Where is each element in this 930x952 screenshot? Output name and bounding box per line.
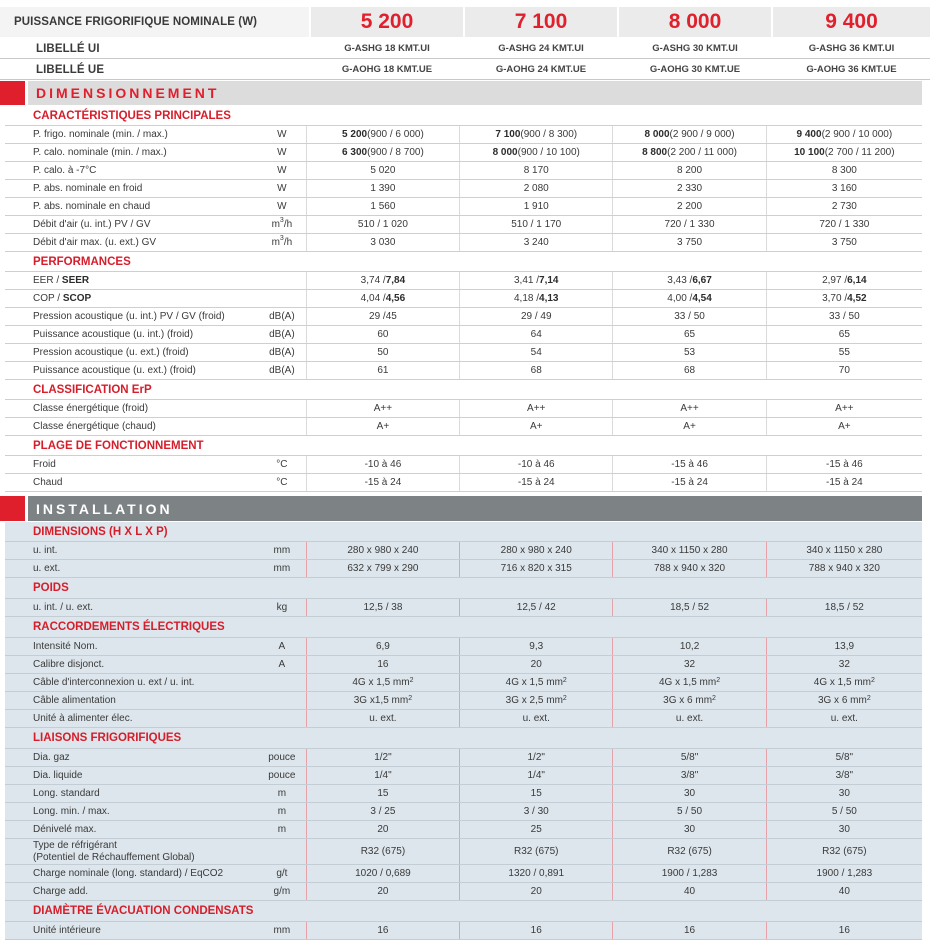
row-unit: g/t [276,868,288,879]
row-label: Unité intérieure [33,924,101,936]
power-value: 9 400 [771,7,930,37]
cell-value: -15 à 46 [612,456,765,473]
cell-value: 55 [766,344,922,361]
row-unit: $m^3/h$ [271,235,293,248]
table-row [5,656,922,674]
category-row [5,578,922,599]
row-unit: kg [276,602,288,613]
row-unit: W [277,147,287,158]
cell-value: 1/4" [306,767,459,784]
cell-value: -15 à 46 [766,456,922,473]
row-unit: mm [273,545,291,556]
row-label: P. abs. nominale en chaud [33,200,151,212]
table-row [5,839,922,865]
cell-value: 8 000 (900 / 10 100) [459,144,612,161]
row-unit: pouce [268,752,296,763]
row-label: Dia. liquide [33,769,83,781]
cell-value: 25 [459,821,612,838]
row-label: u. int. / u. ext. [33,601,94,613]
category-title: DIAMÈTRE ÉVACUATION CONDENSATS [33,905,254,917]
category-row [5,380,922,400]
cell-value: 20 [306,821,459,838]
cell-value: 32 [766,656,922,673]
row-unit: dB(A) [269,329,295,340]
cell-value: 18,5 / 52 [612,599,765,616]
cell-value: A++ [459,400,612,417]
row-unit: W [277,129,287,140]
cell-value: 12,5 / 42 [459,599,612,616]
row-label: u. int. [33,544,58,556]
cell-value: 4G x 1,5 mm $^2$ [766,674,922,691]
cell-value: -15 à 24 [612,474,765,491]
power-header-row [0,7,930,37]
section-marker [0,496,25,521]
table-row [5,785,922,803]
cell-value: 16 [766,922,922,939]
cell-value: 10,2 [612,638,765,655]
table-row [5,180,922,198]
category-title: DIMENSIONS (H X L X P) [33,525,168,538]
ue-model: G-AOHG 36 KMT.UE [771,60,930,79]
row-unit: m [277,806,287,817]
cell-value: R32 (675) [766,839,922,864]
power-value: 8 000 [617,7,771,37]
cell-value: 29 / 49 [459,308,612,325]
cell-value: 1900 / 1,283 [612,865,765,882]
row-label: Calibre disjonct. [33,658,105,670]
cell-value: A+ [459,418,612,435]
table-row [5,456,922,474]
row-unit: m [277,824,287,835]
power-value: 5 200 [309,7,463,37]
section-marker [0,81,25,105]
cell-value: 65 [612,326,765,343]
power-value: 7 100 [463,7,617,37]
cell-value: 2 200 [612,198,765,215]
cell-value: 4G x 1,5 mm $^2$ [612,674,765,691]
table-row [5,821,922,839]
cell-value: 3 750 [766,234,922,251]
section-title: INSTALLATION [28,496,922,521]
ui-model: G-ASHG 30 KMT.UI [617,39,771,58]
cell-value: 3 750 [612,234,765,251]
cell-value: 1 390 [306,180,459,197]
cell-value: -15 à 24 [459,474,612,491]
category-row [5,522,922,542]
cell-value: 4,18 / 4,13 [459,290,612,307]
section-title: DIMENSIONNEMENT [28,81,922,105]
table-row [5,803,922,821]
cell-value: 9 400 (2 900 / 10 000) [766,126,922,143]
cell-value: 5 200 (900 / 6 000) [306,126,459,143]
row-label: Charge nominale (long. standard) / EqCO2 [33,867,224,879]
cell-value: 716 x 820 x 315 [459,560,612,577]
cell-value: 3G x1,5 mm $^2$ [306,692,459,709]
row-unit: °C [276,477,288,488]
cell-value: u. ext. [459,710,612,727]
row-unit: °C [276,459,288,470]
cell-value: 30 [766,821,922,838]
section-installation [0,496,922,521]
cell-value: 340 x 1150 x 280 [766,542,922,559]
table-row [5,126,922,144]
cell-value: 2 080 [459,180,612,197]
cell-value: 5/8" [766,749,922,766]
cell-value: 1/2" [306,749,459,766]
table-row [5,234,922,252]
cell-value: 8 300 [766,162,922,179]
cell-value: 3 / 25 [306,803,459,820]
row-label: Unité à alimenter élec. [33,712,133,724]
cell-value: 3 / 30 [459,803,612,820]
row-label: EER / SEER [33,274,90,286]
cell-value: 68 [612,362,765,379]
cell-value: A++ [306,400,459,417]
table-row [5,767,922,785]
ue-model: G-AOHG 18 KMT.UE [309,60,463,79]
ue-model-row [0,60,930,80]
cell-value: 788 x 940 x 320 [612,560,765,577]
row-label: Débit d'air (u. int.) PV / GV [33,218,151,230]
cell-value: 5 / 50 [612,803,765,820]
row-label: P. calo. nominale (min. / max.) [33,146,167,158]
cell-value: u. ext. [306,710,459,727]
cell-value: 16 [306,922,459,939]
cell-value: 53 [612,344,765,361]
cell-value: 1 910 [459,198,612,215]
cell-value: 3/8" [612,767,765,784]
cell-value: 2 330 [612,180,765,197]
row-unit: A [278,641,286,652]
cell-value: 20 [459,883,612,900]
table-row [5,638,922,656]
cell-value: 18,5 / 52 [766,599,922,616]
row-label: Classe énergétique (froid) [33,402,149,414]
cell-value: 3 030 [306,234,459,251]
category-title: CARACTÉRISTIQUES PRINCIPALES [33,109,231,122]
cell-value: -15 à 24 [766,474,922,491]
category-row [5,728,922,749]
table-row [5,542,922,560]
ue-model: G-AOHG 24 KMT.UE [463,60,617,79]
row-label: P. frigo. nominale (min. / max.) [33,128,168,140]
cell-value: 8 800 (2 200 / 11 000) [612,144,765,161]
row-label: P. calo. à -7°C [33,164,97,176]
cell-value: 8 200 [612,162,765,179]
cell-value: 632 x 799 x 290 [306,560,459,577]
cell-value: 30 [766,785,922,802]
category-row [5,436,922,456]
row-label: Charge add. [33,885,89,897]
cell-value: R32 (675) [306,839,459,864]
cell-value: 1/2" [459,749,612,766]
row-unit: dB(A) [269,311,295,322]
cell-value: 4,00 / 4,54 [612,290,765,307]
cell-value: 1/4" [459,767,612,784]
cell-value: 65 [766,326,922,343]
cell-value: 13,9 [766,638,922,655]
cell-value: 6 300 (900 / 8 700) [306,144,459,161]
table-row [5,308,922,326]
cell-value: 9,3 [459,638,612,655]
cell-value: 788 x 940 x 320 [766,560,922,577]
row-unit: mm [273,563,291,574]
installation-table [5,522,922,940]
cell-value: 32 [612,656,765,673]
cell-value: 3G x 6 mm $^2$ [612,692,765,709]
cell-value: 510 / 1 170 [459,216,612,233]
ui-model: G-ASHG 36 KMT.UI [771,39,930,58]
cell-value: 70 [766,362,922,379]
cell-value: A+ [766,418,922,435]
cell-value: A++ [612,400,765,417]
category-title: POIDS [33,582,69,594]
cell-value: R32 (675) [459,839,612,864]
cell-value: 3,43 / 6,67 [612,272,765,289]
row-label: Chaud [33,476,63,488]
table-row [5,144,922,162]
cell-value: 4G x 1,5 mm $^2$ [459,674,612,691]
cell-value: 1900 / 1,283 [766,865,922,882]
cell-value: 3 160 [766,180,922,197]
cell-value: u. ext. [612,710,765,727]
cell-value: 20 [306,883,459,900]
row-label: Intensité Nom. [33,640,98,652]
row-label: Câble d'interconnexion u. ext / u. int. [33,676,195,688]
row-unit: dB(A) [269,365,295,376]
cell-value: 3,74 / 7,84 [306,272,459,289]
table-row [5,883,922,901]
cell-value: 1320 / 0,891 [459,865,612,882]
row-label: Débit d'air max. (u. ext.) GV [33,236,157,248]
row-label: u. ext. [33,562,61,574]
cell-value: 30 [612,821,765,838]
cell-value: A++ [766,400,922,417]
row-label: Câble alimentation [33,694,116,706]
cell-value: 12,5 / 38 [306,599,459,616]
cell-value: A+ [306,418,459,435]
table-row [5,599,922,617]
table-row [5,710,922,728]
cell-value: 61 [306,362,459,379]
row-unit: $m^3/h$ [271,217,293,230]
ue-label: LIBELLÉ UE [0,60,309,79]
ui-model: G-ASHG 18 KMT.UI [309,39,463,58]
cell-value: 3,70 / 4,52 [766,290,922,307]
cell-value: 280 x 980 x 240 [306,542,459,559]
cell-value: 16 [459,922,612,939]
cell-value: 720 / 1 330 [766,216,922,233]
table-row [5,749,922,767]
cell-value: 15 [459,785,612,802]
power-label: PUISSANCE FRIGORIFIQUE NOMINALE (W) [0,7,309,37]
table-row [5,400,922,418]
category-title: RACCORDEMENTS ÉLECTRIQUES [33,621,225,633]
category-row [5,106,922,126]
cell-value: 4G x 1,5 mm $^2$ [306,674,459,691]
category-row [5,617,922,638]
row-unit: dB(A) [269,347,295,358]
cell-value: -10 à 46 [306,456,459,473]
cell-value: 54 [459,344,612,361]
table-row [5,865,922,883]
table-row [5,692,922,710]
cell-value: 40 [766,883,922,900]
ui-model-row [0,39,930,59]
row-label: Dia. gaz [33,751,70,763]
cell-value: 6,9 [306,638,459,655]
row-unit: W [277,165,287,176]
ue-model: G-AOHG 30 KMT.UE [617,60,771,79]
row-label: Pression acoustique (u. int.) PV / GV (froid) [33,310,225,322]
cell-value: 3G x 6 mm $^2$ [766,692,922,709]
cell-value: 2,97 / 6,14 [766,272,922,289]
cell-value: 8 170 [459,162,612,179]
cell-value: 5 020 [306,162,459,179]
row-label: Classe énergétique (chaud) [33,420,156,432]
cell-value: u. ext. [766,710,922,727]
cell-value: R32 (675) [612,839,765,864]
row-label: Puissance acoustique (u. ext.) (froid) [33,364,196,376]
cell-value: 2 730 [766,198,922,215]
table-row [5,674,922,692]
cell-value: 3 240 [459,234,612,251]
row-label: Type de réfrigérant (Potentiel de Réchauffement Global) [33,839,195,863]
row-label: Dénivelé max. [33,823,97,835]
cell-value: 50 [306,344,459,361]
cell-value: 33 / 50 [612,308,765,325]
cell-value: 68 [459,362,612,379]
category-title: LIAISONS FRIGORIFIQUES [33,732,182,744]
row-unit: A [278,659,286,670]
cell-value: 64 [459,326,612,343]
row-label: P. abs. nominale en froid [33,182,143,194]
category-row [5,252,922,272]
table-row [5,362,922,380]
cell-value: 15 [306,785,459,802]
dimensionnement-table [5,106,922,492]
row-unit: pouce [268,770,296,781]
row-unit: W [277,201,287,212]
table-row [5,198,922,216]
table-row [5,290,922,308]
row-label: Puissance acoustique (u. int.) (froid) [33,328,194,340]
table-row [5,326,922,344]
cell-value: 280 x 980 x 240 [459,542,612,559]
row-unit: m [277,788,287,799]
category-row [5,901,922,922]
table-row [5,922,922,940]
cell-value: 40 [612,883,765,900]
row-label: COP / SCOP [33,292,92,304]
cell-value: 340 x 1150 x 280 [612,542,765,559]
cell-value: 60 [306,326,459,343]
category-title: PERFORMANCES [33,255,131,268]
row-label: Long. min. / max. [33,805,110,817]
cell-value: 1020 / 0,689 [306,865,459,882]
row-label: Froid [33,458,56,470]
cell-value: A+ [612,418,765,435]
category-title: PLAGE DE FONCTIONNEMENT [33,439,204,452]
cell-value: 510 / 1 020 [306,216,459,233]
cell-value: -10 à 46 [459,456,612,473]
section-dimensionnement [0,81,922,105]
cell-value: 720 / 1 330 [612,216,765,233]
cell-value: 29 /45 [306,308,459,325]
cell-value: 16 [306,656,459,673]
ui-model: G-ASHG 24 KMT.UI [463,39,617,58]
table-row [5,162,922,180]
row-unit: g/m [273,886,291,897]
cell-value: 1 560 [306,198,459,215]
row-label: Long. standard [33,787,100,799]
cell-value: 30 [612,785,765,802]
table-row [5,272,922,290]
table-row [5,216,922,234]
cell-value: 10 100 (2 700 / 11 200) [766,144,922,161]
row-label: Pression acoustique (u. ext.) (froid) [33,346,189,358]
cell-value: 7 100 (900 / 8 300) [459,126,612,143]
cell-value: -15 à 24 [306,474,459,491]
table-row [5,560,922,578]
cell-value: 3,41 / 7,14 [459,272,612,289]
row-unit: mm [273,925,291,936]
cell-value: 5/8" [612,749,765,766]
cell-value: 20 [459,656,612,673]
ui-label: LIBELLÉ UI [0,39,309,58]
cell-value: 5 / 50 [766,803,922,820]
cell-value: 16 [612,922,765,939]
table-row [5,474,922,492]
cell-value: 4,04 / 4,56 [306,290,459,307]
cell-value: 3/8" [766,767,922,784]
cell-value: 8 000 (2 900 / 9 000) [612,126,765,143]
table-row [5,344,922,362]
cell-value: 3G x 2,5 mm $^2$ [459,692,612,709]
category-title: CLASSIFICATION ErP [33,383,152,396]
cell-value: 33 / 50 [766,308,922,325]
row-unit: W [277,183,287,194]
table-row [5,418,922,436]
